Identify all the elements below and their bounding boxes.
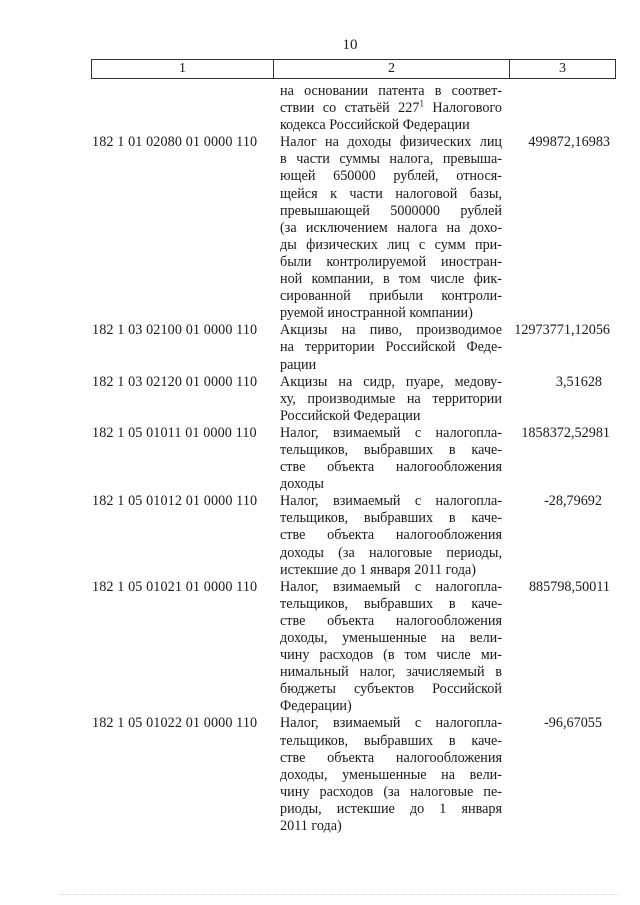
revenue-description bbox=[280, 374, 502, 425]
continuation-description bbox=[280, 83, 502, 134]
description-line: на основании патента в соответ- bbox=[280, 83, 502, 99]
description-line: нимальный налог, зачисляемый в bbox=[280, 664, 502, 681]
description-line: ху, производимые на территории bbox=[280, 390, 502, 407]
column-3-header: 3 bbox=[559, 61, 566, 76]
description-line: в части суммы налога, превыша- bbox=[280, 151, 502, 168]
budget-classification-code: 182 1 05 01012 01 0000 110 bbox=[92, 493, 258, 510]
description-line: бюджеты субъектов Российской bbox=[280, 681, 502, 698]
revenue-description bbox=[280, 425, 502, 493]
amount-value: 885798,50011 bbox=[528, 578, 610, 595]
amount-value: -28,79692 bbox=[544, 493, 602, 510]
budget-classification-code: 182 1 05 01022 01 0000 110 bbox=[92, 715, 258, 732]
table-row bbox=[0, 493, 640, 578]
description-line: кодекса Российской Федерации bbox=[280, 117, 470, 134]
description-line: Налог, взимаемый с налогопла- bbox=[280, 493, 502, 510]
budget-classification-code: 182 1 03 02100 01 0000 110 bbox=[92, 322, 258, 339]
description-line: превышающей 5000000 рублей bbox=[280, 202, 502, 219]
table-body bbox=[0, 83, 640, 835]
description-line: Акцизы на сидр, пуаре, медову- bbox=[280, 373, 502, 390]
description-line: Налог, взимаемый с налогопла- bbox=[280, 578, 502, 595]
description-line: стве объекта налогообложения bbox=[280, 612, 502, 629]
description-line: тельщиков, выбравших в каче- bbox=[280, 595, 502, 612]
column-2-header: 2 bbox=[274, 60, 510, 78]
description-line: (за исключением налога на дохо- bbox=[280, 219, 502, 236]
budget-classification-code: 182 1 01 02080 01 0000 110 bbox=[92, 134, 258, 151]
revenue-description bbox=[280, 715, 502, 835]
table-row bbox=[0, 425, 640, 493]
amount-value: 499872,16983 bbox=[528, 134, 610, 151]
amount-value: 3,51628 bbox=[555, 373, 602, 390]
budget-classification-code: 182 1 03 02120 01 0000 110 bbox=[92, 373, 258, 390]
description-line: щейся к части налоговой базы, bbox=[280, 185, 502, 202]
superscript: 1 bbox=[419, 98, 424, 109]
description-line: рации bbox=[280, 356, 317, 373]
description-line: ной компании, в том числе фик- bbox=[280, 271, 502, 288]
amount-value: -96,67055 bbox=[544, 715, 602, 732]
description-line: на территории Российской Феде- bbox=[280, 339, 502, 356]
description-line: ды физических лиц с сумм при- bbox=[280, 236, 502, 253]
revenue-description bbox=[280, 493, 502, 578]
page-number: 10 bbox=[342, 37, 358, 53]
description-line: тельщиков, выбравших в каче- bbox=[280, 510, 502, 527]
description-line: стве объекта налогообложения bbox=[280, 527, 502, 544]
continuation-row bbox=[0, 83, 640, 134]
description-line: доходы, уменьшенные на вели- bbox=[280, 766, 502, 783]
description-line: Российской Федерации bbox=[280, 407, 421, 424]
description-line: ствии со статьёй $227^1$ Налогового bbox=[280, 98, 502, 117]
table-row bbox=[0, 374, 640, 425]
description-line: 2011 года) bbox=[280, 818, 342, 835]
description-line: Налог, взимаемый с налогопла- bbox=[280, 424, 502, 441]
description-line: стве объекта налогообложения bbox=[280, 459, 502, 476]
description-line: доходы (за налоговые периоды, bbox=[280, 544, 502, 561]
amount-value: 1858372,52981 bbox=[521, 424, 610, 441]
description-line: тельщиков, выбравших в каче- bbox=[280, 732, 502, 749]
table-row bbox=[0, 134, 640, 322]
table-row bbox=[0, 322, 640, 373]
description-line: истекшие до 1 января 2011 года) bbox=[280, 561, 477, 578]
description-line: доходы, уменьшенные на вели- bbox=[280, 630, 502, 646]
description-line: доходы bbox=[280, 476, 324, 493]
description-line: ющей 650000 рублей, относя- bbox=[280, 168, 502, 185]
revenue-description bbox=[280, 322, 502, 373]
column-1-header: 1 bbox=[92, 60, 274, 78]
description-line: руемой иностранной компании) bbox=[280, 305, 473, 322]
description-line: риоды, истекшие до 1 января bbox=[280, 800, 502, 817]
amount-value: 12973771,12056 bbox=[514, 322, 610, 339]
budget-classification-code: 182 1 05 01021 01 0000 110 bbox=[92, 578, 258, 595]
description-line: чину расходов (в том числе ми- bbox=[280, 647, 502, 664]
description-line: Федерации) bbox=[280, 698, 352, 715]
description-line: тельщиков, выбравших в каче- bbox=[280, 441, 502, 458]
description-line: стве объекта налогообложения bbox=[280, 749, 502, 766]
table-row bbox=[0, 715, 640, 835]
table-row bbox=[0, 579, 640, 716]
table-column-header bbox=[91, 59, 616, 79]
description-line: Налог, взимаемый с налогопла- bbox=[280, 715, 502, 732]
budget-classification-code: 182 1 05 01011 01 0000 110 bbox=[92, 424, 257, 441]
description-line: Налог на доходы физических лиц bbox=[280, 134, 502, 151]
revenue-description bbox=[280, 134, 502, 322]
description-line: Акцизы на пиво, производимое bbox=[280, 322, 502, 339]
scan-artifact-line bbox=[60, 894, 620, 899]
description-line: были контролируемой иностран- bbox=[280, 253, 502, 270]
description-line: чину расходов (за налоговые пе- bbox=[280, 783, 502, 800]
revenue-description bbox=[280, 579, 502, 716]
description-line: сированной прибыли контроли- bbox=[280, 288, 502, 305]
